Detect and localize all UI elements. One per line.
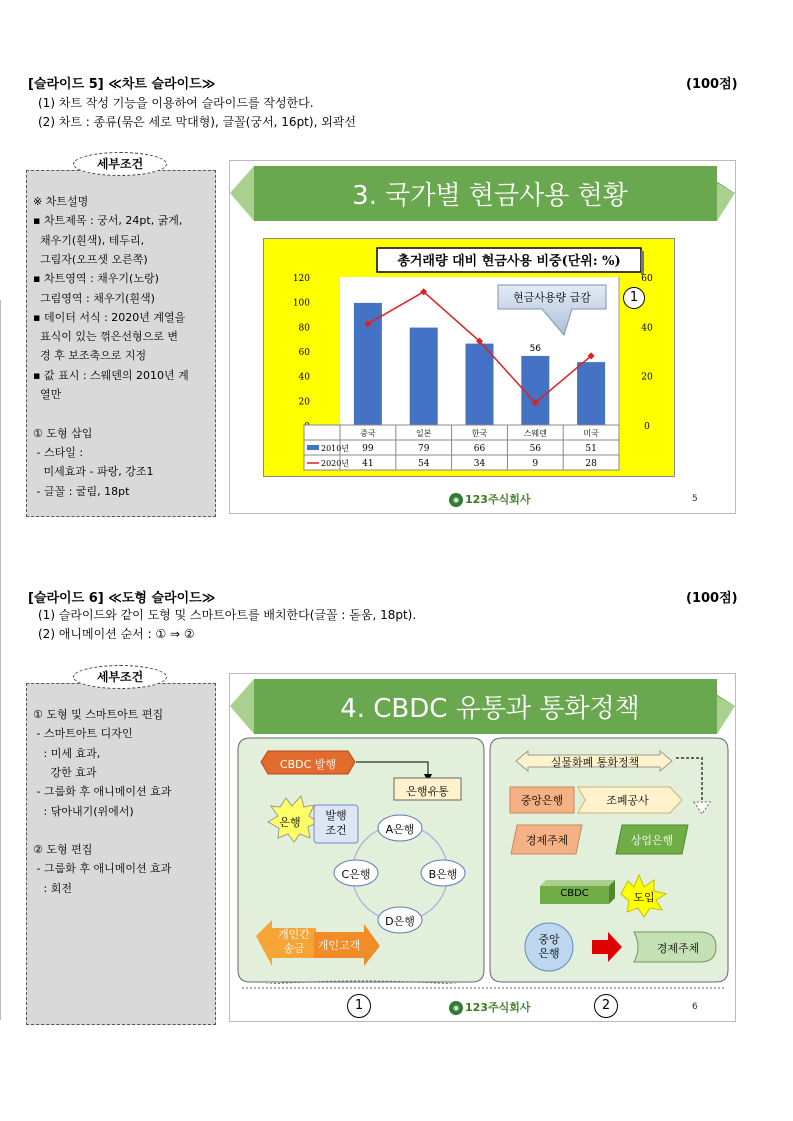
- chart-area: [263, 238, 675, 477]
- condition-line: ▪ 값 표시 : 스웨덴의 2010년 계: [33, 368, 189, 382]
- slide5-logo-text: 123주식회사: [465, 493, 531, 506]
- table-value-2020: 28: [585, 459, 597, 469]
- issue-condition-line-1: 발행: [325, 809, 347, 822]
- y2-tick-label: 40: [641, 323, 653, 334]
- page-margin-rule: [0, 300, 1, 1020]
- cbdc-label: CBDC: [560, 888, 589, 899]
- chart-title-shadow: [641, 251, 644, 275]
- condition-line: - 그룹화 후 애니메이션 효과: [33, 862, 172, 876]
- slide5-title: 3. 국가별 현금사용 현황: [352, 181, 628, 211]
- d-bank-label: D은행: [385, 915, 415, 928]
- central-bank-label: 중앙은행: [520, 794, 564, 807]
- table-value-2020: 34: [473, 459, 486, 469]
- y-tick-label: 100: [292, 298, 310, 309]
- table-value-2010: 66: [473, 444, 486, 454]
- condition-line: : 닦아내기(위에서): [33, 804, 134, 818]
- slide5-points: (100점): [686, 77, 738, 92]
- logo-icon: ◉: [449, 1001, 463, 1015]
- slide6-instruction-1: (1) 슬라이드와 같이 도형 및 스마트아트를 배치한다(글꼴 : 돋움, 18pt).: [38, 608, 417, 622]
- condition-line: ▪ 차트영역 : 채우기(노랑): [33, 272, 159, 286]
- bar-2010: [577, 362, 605, 425]
- slide6-title: 4. CBDC 유통과 통화정책: [340, 694, 640, 724]
- slide6-conditions-box: [26, 683, 216, 1025]
- mint-label: 조폐공사: [606, 794, 649, 807]
- y-tick-label: 60: [298, 348, 310, 358]
- bar-2010: [521, 356, 549, 425]
- condition-line: 열만: [33, 388, 62, 401]
- personal-customer-label: 개인고객: [317, 939, 361, 952]
- economic-agent-2-label: 경제주체: [656, 942, 700, 955]
- y-tick-label: 20: [298, 397, 310, 408]
- table-value-2010: 56: [529, 444, 542, 454]
- x-category-label: 중국: [360, 429, 376, 438]
- x-category-label: 미국: [583, 429, 599, 438]
- condition-line: ② 도형 편집: [33, 843, 93, 857]
- condition-line: ① 도형 및 스마트아트 편집: [33, 708, 164, 721]
- group-number-2: 2: [594, 994, 618, 1018]
- callout-text: 현금사용량 급감: [513, 291, 591, 304]
- slide5-instruction-1: (1) 차트 작성 기능을 이용하여 슬라이드를 작성한다.: [38, 96, 314, 110]
- condition-line: - 스마트아트 디자인: [33, 727, 133, 741]
- y2-tick-label: 20: [641, 372, 653, 383]
- x-category-label: 스웨덴: [523, 429, 547, 438]
- table-value-2010: 99: [362, 444, 374, 454]
- condition-line: - 그룹화 후 애니메이션 효과: [33, 785, 172, 799]
- table-value-2020: 41: [362, 459, 374, 469]
- y2-tick-label: 60: [641, 274, 653, 284]
- bar-2010: [410, 328, 438, 425]
- slide6-conditions-title: 세부조건: [73, 665, 167, 689]
- condition-line: - 글꼴 : 굴림, 18pt: [33, 484, 130, 498]
- condition-line: ▪ 데이터 서식 : 2020년 계열을: [33, 310, 186, 324]
- bank-circulation-label: 은행유통: [406, 785, 449, 798]
- x-category-label: 일본: [415, 429, 432, 438]
- commercial-bank-label: 상업은행: [630, 834, 674, 847]
- condition-line: : 회전: [33, 881, 72, 895]
- bar-data-label: 56: [529, 343, 542, 354]
- slide5-heading: [슬라이드 5] ≪차트 슬라이드≫: [28, 77, 216, 92]
- condition-line: 그림영역 : 채우기(흰색): [33, 291, 155, 305]
- slide6-page-number: 6: [692, 1002, 698, 1012]
- slide5-conditions-title: 세부조건: [73, 152, 167, 176]
- central-bank-round-line-2: 은행: [538, 947, 560, 960]
- chart-title: 총거래량 대비 현금사용 비중(단위: %): [397, 254, 621, 269]
- slide5-page-number: 5: [692, 494, 698, 504]
- condition-line: : 미세 효과,: [33, 746, 101, 760]
- central-bank-round-line-1: 중앙: [538, 933, 560, 946]
- slide5-instruction-2: (2) 차트 : 종류(묶은 세로 막대형), 글꼴(궁서, 16pt), 외곽선: [38, 115, 356, 129]
- a-bank-label: A은행: [385, 823, 415, 836]
- slide6-preview: [229, 673, 736, 1022]
- legend-2020: 2020년: [321, 459, 350, 468]
- y-tick-label: 40: [298, 372, 310, 383]
- x-category-label: 한국: [471, 429, 488, 438]
- condition-line: 그림자(오프셋 오른쪽): [33, 252, 148, 266]
- condition-line: 강한 효과: [33, 765, 97, 779]
- p2p-remit-line-1: 개인간: [278, 928, 310, 941]
- bar-2010: [466, 344, 494, 425]
- c-bank-label: C은행: [341, 868, 371, 881]
- condition-line: ▪ 차트제목 : 궁서, 24pt, 굵게,: [33, 214, 183, 228]
- economic-agent-label: 경제주체: [525, 834, 569, 847]
- slide6-heading: [슬라이드 6] ≪도형 슬라이드≫: [28, 591, 216, 606]
- table-value-2020: 54: [417, 459, 430, 469]
- y-tick-label: 80: [298, 323, 310, 334]
- table-value-2010: 51: [585, 444, 597, 454]
- condition-line: ※ 차트설명: [33, 195, 89, 208]
- legend-key-2010: [307, 445, 319, 450]
- slide6-logo: [449, 999, 530, 1015]
- policy-label: 실물화폐 통화정책: [550, 756, 640, 769]
- legend-2010: 2010년: [321, 444, 350, 453]
- issue-condition-line-2: 조건: [325, 824, 347, 837]
- intro-label: 도입: [633, 891, 655, 904]
- group-number-1: 1: [347, 994, 371, 1018]
- b-bank-label: B은행: [428, 868, 458, 881]
- chart-svg: [264, 239, 674, 476]
- callout-number-1: 1: [623, 287, 645, 309]
- condition-line: ① 도형 삽입: [33, 426, 93, 440]
- slide6-logo-text: 123주식회사: [465, 1001, 531, 1014]
- condition-line: - 스타일 :: [33, 445, 84, 459]
- condition-line: 채우기(흰색), 테두리,: [33, 233, 145, 247]
- bank-label: 은행: [279, 816, 301, 829]
- table-value-2010: 79: [417, 444, 430, 454]
- slide5-conditions-box: [26, 170, 216, 517]
- condition-line: 표식이 있는 꺾은선형으로 변: [33, 330, 178, 344]
- condition-line: 경 후 보조축으로 지정: [33, 349, 147, 363]
- slide6-instruction-2: (2) 애니메이션 순서 : ① ⇒ ②: [38, 627, 195, 641]
- slide5-preview: [229, 160, 736, 514]
- cbdc-issue-label: CBDC 발행: [279, 758, 337, 771]
- logo-icon: ◉: [449, 493, 463, 507]
- y2-tick-label: 0: [644, 422, 650, 432]
- condition-line: 미세효과 - 파랑, 강조1: [33, 465, 154, 479]
- p2p-remit-line-2: 송금: [283, 942, 305, 955]
- slide6-points: (100점): [686, 591, 738, 606]
- data-table: [304, 425, 619, 470]
- central-bank-round-label: [527, 933, 571, 961]
- table-value-2020: 9: [532, 459, 539, 469]
- slide5-logo: [449, 491, 530, 507]
- y-tick-label: 120: [292, 274, 310, 284]
